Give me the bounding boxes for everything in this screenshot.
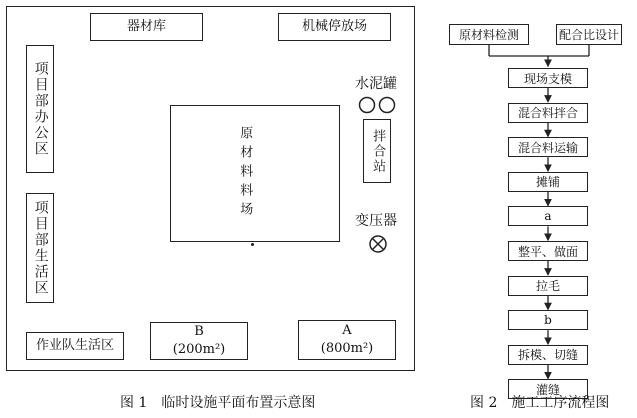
flow-step-3 (508, 172, 588, 192)
flow-step-label: 混合料拌合 (517, 106, 578, 121)
flow-step-label: a (544, 209, 552, 224)
flow-step-8 (508, 345, 588, 365)
input-raw-material-test-label: 原材料检测 (458, 28, 519, 42)
flow-step-label: 整平、做面 (517, 244, 578, 259)
input-raw-material-test (449, 24, 529, 45)
project-office-label: 项目部办公区 (32, 61, 49, 157)
area-a-size: (800m²) (320, 340, 374, 356)
figure1-caption: 图 1 临时设施平面布置示意图 (120, 395, 316, 411)
raw-material-yard-label: 原材料料场 (237, 126, 253, 221)
project-living-label: 项目部生活区 (32, 200, 49, 296)
machine-parking-label: 机械停放场 (301, 18, 367, 34)
area-b-size: (200m²) (172, 341, 226, 357)
mixing-station-label: 拌合站 (370, 128, 386, 174)
cement-tank-label: 水泥罐 (355, 76, 397, 92)
flow-step-4 (508, 206, 588, 226)
crew-living-label: 作业队生活区 (35, 337, 114, 353)
flow-step-1 (508, 103, 588, 123)
flow-step-5 (508, 241, 588, 261)
transformer-label: 变压器 (355, 213, 397, 229)
flow-step-0 (508, 68, 588, 88)
flow-step-label: 拉毛 (535, 279, 560, 294)
flow-step-label: 混合料运输 (517, 140, 578, 155)
figure2-caption: 图 2 施工工序流程图 (470, 395, 610, 411)
flow-step-label: 灌缝 (535, 382, 560, 397)
flow-step-label: 现场支模 (523, 71, 572, 86)
flow-step-2 (508, 137, 588, 157)
flow-step-6 (508, 276, 588, 296)
flow-step-label: b (544, 313, 552, 328)
input-mix-design-label: 配合比设计 (558, 28, 619, 42)
flow-step-label: 摊铺 (535, 175, 560, 190)
flow-step-label: 拆模、切缝 (517, 348, 578, 363)
flow-step-7 (508, 310, 588, 330)
area-b-name: B (194, 324, 204, 340)
warehouse-label: 器材库 (126, 18, 166, 34)
input-mix-design (556, 24, 622, 45)
area-a-name: A (342, 323, 352, 339)
